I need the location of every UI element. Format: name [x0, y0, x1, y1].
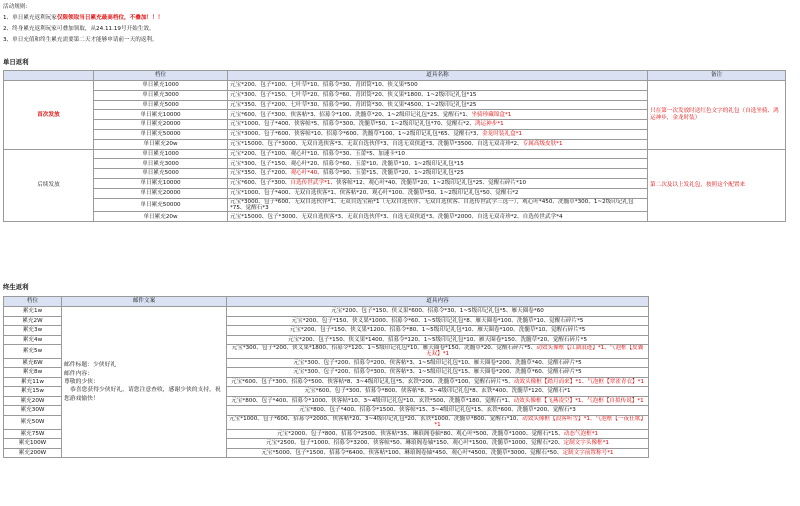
tier-cell: 单日累充20000 — [94, 188, 228, 198]
items-cell — [228, 178, 648, 188]
rules-block — [3, 2, 793, 46]
items-highlight: 动效头像框【浪客听雪】*1、气泡框【一夜狂歌】*1 — [434, 415, 646, 429]
lifetime-header-items: 道具内容 — [227, 297, 649, 307]
items-highlight: 动效头像框【飞燕凌空】*1、气泡框【自拟传说】*1 — [513, 397, 644, 404]
items-cell — [227, 448, 649, 458]
items-text: 元宝*600、包子*300、招募令*500、侠客帖*8、3~4级印记礼包*5、玄铁*200、洗髓草*100、觉醒石碎片*5、 — [230, 378, 514, 385]
items-highlight: 定制文字前置称号*1 — [562, 449, 614, 456]
tier-cell: 累充30W — [4, 406, 62, 416]
items-cell — [227, 439, 649, 449]
tier-cell: 单日累充10000 — [94, 110, 228, 120]
items-text: 元宝*200、包子*150、侠义果*1400、招募令*120、1~5级印记礼包*10、雁天圈卷*150、洗髓草*20、觉醒石碎片*5 — [287, 336, 588, 343]
items-highlight: 自选传世武学*1 — [290, 180, 331, 187]
daily-header-row — [4, 71, 786, 81]
tier-cell: 单日累充20w — [94, 212, 228, 222]
items-cell — [228, 139, 648, 149]
items-text: 元宝*200、包子*150、侠义果*1200、招募令*80、1~5级印记礼包*10、雁天圈卷*100、洗髓草*10、觉醒石碎片*5 — [289, 327, 586, 334]
daily-header-note: 备注 — [648, 71, 786, 81]
items-highlight: 坐骑珍藏锦盒*1 — [471, 111, 512, 118]
items-cell — [228, 149, 648, 159]
items-text: 元宝*350、包子*200、七叶草*30、招募令*90、青团筒*30、侠义果*4500、1~2级印记礼包*25 — [230, 101, 477, 108]
items-cell — [227, 406, 649, 416]
items-cell — [228, 198, 648, 212]
lifetime-rebate-table — [3, 296, 649, 458]
items-cell — [228, 120, 648, 130]
tier-cell: 单日累充5000 — [94, 100, 228, 110]
lifetime-section-title: 终生返利 — [3, 283, 29, 291]
tier-cell: 单日累充3000 — [94, 90, 228, 100]
note-cell: 只在第一次发放时送红色文字的礼包（自选坐骑、鸿运神步，金龙时装） — [648, 81, 786, 150]
tier-cell: 累充4w — [4, 335, 62, 345]
tier-cell: 单日累充10000 — [94, 178, 228, 188]
items-cell — [227, 415, 649, 429]
items-cell — [228, 129, 648, 139]
items-highlight: 定制文字头像框*1 — [563, 440, 609, 447]
items-cell — [228, 169, 648, 179]
items-cell — [228, 188, 648, 198]
rule-line-1 — [3, 13, 793, 24]
items-text: 元宝*15000、包子*3000、无双自选侠客*3、无双自选伙伴*3、自选无双侠道*3、洗髓草*2000、自选无双奇珍*2、自选传世武学*4 — [230, 213, 563, 220]
tier-cell: 累充2W — [4, 316, 62, 326]
items-text: 元宝*600、包子*300、侠客帖*3、招募令*100、洗髓草*20、1~2级印记礼包*25、觉醒石*1、 — [230, 111, 472, 118]
group-label: 后续发放 — [4, 149, 94, 222]
tier-cell: 累充8w — [4, 368, 62, 378]
daily-header-items: 道具名称 — [228, 71, 648, 81]
table-row — [4, 81, 786, 91]
mail-line: 邮件内容： — [64, 370, 93, 377]
tier-cell: 累充15w — [4, 387, 62, 397]
items-cell — [228, 212, 648, 222]
items-text: 元宝*300、包子*200、招募令*200、侠客帖*3、1~5级印记礼包*10、雁天圈卷*200、洗髓草*40、觉醒石碎片*5 — [293, 359, 582, 366]
items-text: 元宝*5000、包子*1500、招募令*6400、侠客帖*100、琳琅阁卷轴*450、观心叶*4500、洗髓草*3000、觉醒石*50、 — [261, 449, 563, 456]
items-text: 元宝*200、包子*150、侠义果*1000、招募令*60、1~5级印记礼包*8、雁天圈卷*100、洗髓草*10、觉醒石碎片*5 — [291, 317, 584, 324]
items-cell — [228, 110, 648, 120]
items-highlight: 专属高级皮肤*1 — [522, 140, 563, 147]
items-text: 元宝*15000、包子*3000、无双自选侠客*3、无双自选伙伴*3、自选无双侠道*3、洗髓草*3500、自选无双奇珍*2、 — [230, 140, 523, 147]
table-row — [4, 149, 786, 159]
items-cell — [227, 345, 649, 359]
items-highlight: 动效头像框【江湖浪迹】*1、气泡框【皮囊无双】*1 — [425, 345, 644, 358]
items-cell — [227, 387, 649, 397]
lifetime-header-tier: 档位 — [4, 297, 62, 307]
rule-line-1-text: 1、单日累充返利玩家 — [3, 15, 57, 21]
items-text: 元宝*200、包子*150、侠义果*600、招募令*30、1~5级印记礼包*5、雁天圈卷*60 — [331, 308, 544, 315]
tier-cell: 单日累充50000 — [94, 129, 228, 139]
items-text: 元宝*2000、包子*800、招募令*2500、侠客帖*35、琳琅阁卷轴*80、观心叶*500、洗髓草*1000、觉醒石*15、 — [276, 430, 564, 437]
tier-cell: 累充6W — [4, 358, 62, 368]
items-text: 元宝*200、包子*100、七叶草*10、招募令*30、青团筒*10、侠义果*500 — [230, 82, 418, 89]
items-text: 元宝*3000、包子*600、无双自选伙伴*1、无双自选宝箱*1（无双自选伙伴、无双自选侠客、自选传世武学三选一），观心叶*450、洗髓草*300、1~2级印记礼包*75、觉醒石*3 — [230, 198, 634, 211]
items-highlight: 鸿运神步*1 — [474, 121, 504, 128]
items-text-rest: 、侠客帖*12、观心叶*40、洗髓草*20、1~2级印记礼包*25、觉醒石碎片*10 — [330, 180, 527, 187]
items-text: 元宝*300、包子*150、七叶草*20、招募令*60、青团筒*20、侠义果*1800、1~2级印记礼包*15 — [230, 91, 477, 98]
items-text: 元宝*300、包子*200、侠义果*1800、招募令*120、1~5级印记礼包*10、雁天圈卷*150、洗髓草*20、觉醒石碎片*5、 — [231, 345, 537, 351]
rule-line-3: 3、单日充值和终生累充需要第二天才能够申请前一天的返利。 — [3, 37, 158, 43]
mail-line: 尊敬的少侠： — [64, 378, 99, 385]
mail-copy-cell — [62, 307, 227, 458]
daily-rebate-table — [3, 70, 786, 222]
items-text: 元宝*200、包子*100、观心叶*10、招募令*30、玉蕾*5、加速卡*10 — [230, 150, 405, 157]
items-cell — [228, 100, 648, 110]
items-text: 元宝*1000、包子*600、招募令*2000、侠客帖*20、3~4级印记礼包*20、玄铁*1000、洗髓草*800、觉醒石*10、 — [229, 415, 523, 422]
items-highlight: 金龙时装礼盒*1 — [482, 131, 522, 138]
tier-cell: 单日累充1000 — [94, 149, 228, 159]
rules-title: 活动规则： — [3, 4, 31, 10]
tier-cell: 单日累充20000 — [94, 120, 228, 130]
items-text: 元宝*800、包子*400、招募令*1000、侠客帖*10、3~4级印记礼包*10、玄铁*500、洗髓草*180、觉醒石*1、 — [231, 397, 514, 404]
items-text: 元宝*1000、包子*400、无双自选侠客*1、侠客帖*20、观心叶*100、洗髓草*50、1~2级印记礼包*50、觉醒石*2 — [230, 189, 519, 196]
tier-cell: 单日累充1000 — [94, 81, 228, 91]
note-cell: 第二次及以上发礼包，按照这个配置来 — [648, 149, 786, 222]
items-text: 元宝*2500、包子*1000、招募令*3200、侠客帖*50、琳琅阁卷轴*150、观心叶*1500、洗髓草*1000、觉醒石*20、 — [266, 440, 564, 447]
items-cell — [228, 81, 648, 91]
tier-cell: 累充5w — [4, 345, 62, 359]
items-cell — [227, 335, 649, 345]
tier-cell: 累充75W — [4, 429, 62, 439]
items-text: 元宝*3000、包子*600、侠客帖*10、招募令*600、洗髓草*100、1~2级印记礼包*65、觉醒石*3、 — [230, 131, 483, 138]
tier-cell: 累充3w — [4, 326, 62, 336]
items-text: 元宝*300、包子*150、观心叶*20、招募令*60、玉蕾*10、洗髓草*10、1~2级印记礼包*15 — [230, 160, 464, 167]
items-text: 元宝*800、包子*400、招募令*1500、侠客帖*15、3~4级印记礼包*15、玄铁*600、洗髓草*200、觉醒石*3 — [299, 407, 576, 414]
items-cell — [227, 429, 649, 439]
mail-line: 邮件标题：少侠好礼 — [64, 362, 117, 369]
tier-cell: 单日累充5000 — [94, 169, 228, 179]
items-cell — [227, 326, 649, 336]
items-cell — [227, 307, 649, 317]
daily-header-group — [4, 71, 94, 81]
items-highlight: 动态气泡框*1 — [563, 430, 599, 437]
daily-section-title: 单日返利 — [3, 58, 29, 66]
items-text: 元宝*600、包子*300、招募令*800、侠客帖*8、3~4级印记礼包*8、玄铁*400、洗髓草*120、觉醒石*1 — [304, 388, 571, 395]
items-text: 元宝*600、包子*300、 — [230, 180, 291, 187]
items-text: 元宝*1000、包子*400、侠客帖*5、招募令*300、洗髓草*50、1~2级印记礼包*70、觉醒石*2、 — [230, 121, 475, 128]
tier-cell: 单日累充50000 — [94, 198, 228, 212]
rule-line-1-highlight: 仅限领取当日累充最高档位，不叠加！！！ — [56, 15, 164, 21]
tier-cell: 单日累充20w — [94, 139, 228, 149]
rule-line-2: 2、终身累充返利玩家可叠加领取，从24.11.19号开始生效。 — [3, 26, 155, 32]
tier-cell: 累充100W — [4, 439, 62, 449]
tier-cell: 单日累充3000 — [94, 159, 228, 169]
items-cell — [227, 358, 649, 368]
daily-header-tier: 档位 — [94, 71, 228, 81]
items-cell — [228, 159, 648, 169]
tier-cell: 累充11w — [4, 377, 62, 387]
items-cell — [227, 377, 649, 387]
tier-cell: 累充200W — [4, 448, 62, 458]
lifetime-header-row — [4, 297, 649, 307]
items-cell — [228, 90, 648, 100]
table-row — [4, 307, 649, 317]
items-highlight: 动效头像框【踏月而来】*1、气泡框【翠雀青衣】*1 — [513, 378, 645, 385]
items-cell — [227, 368, 649, 378]
mail-line: 恭喜您获得少侠好礼，请您注意查收，感谢少侠的支持，祝您游戏愉快！ — [64, 387, 221, 402]
tier-cell: 累充50W — [4, 415, 62, 429]
items-text-rest: 、招募令*90、玉蕾*15、洗髓草*20、1~2级印记礼包*25 — [317, 170, 464, 177]
items-highlight: 观心叶*40 — [290, 170, 318, 177]
items-cell — [227, 396, 649, 406]
items-cell — [227, 316, 649, 326]
group-label: 首次发放 — [4, 81, 94, 150]
items-text: 元宝*300、包子*200、招募令*300、侠客帖*3、1~5级印记礼包*15、雁天圈卷*200、洗髓草*60、觉醒石碎片*5 — [293, 369, 582, 376]
tier-cell: 累充1w — [4, 307, 62, 317]
tier-cell: 累充20W — [4, 396, 62, 406]
lifetime-header-mail: 邮件文案 — [62, 297, 227, 307]
items-text: 元宝*350、包子*200、 — [230, 170, 291, 177]
